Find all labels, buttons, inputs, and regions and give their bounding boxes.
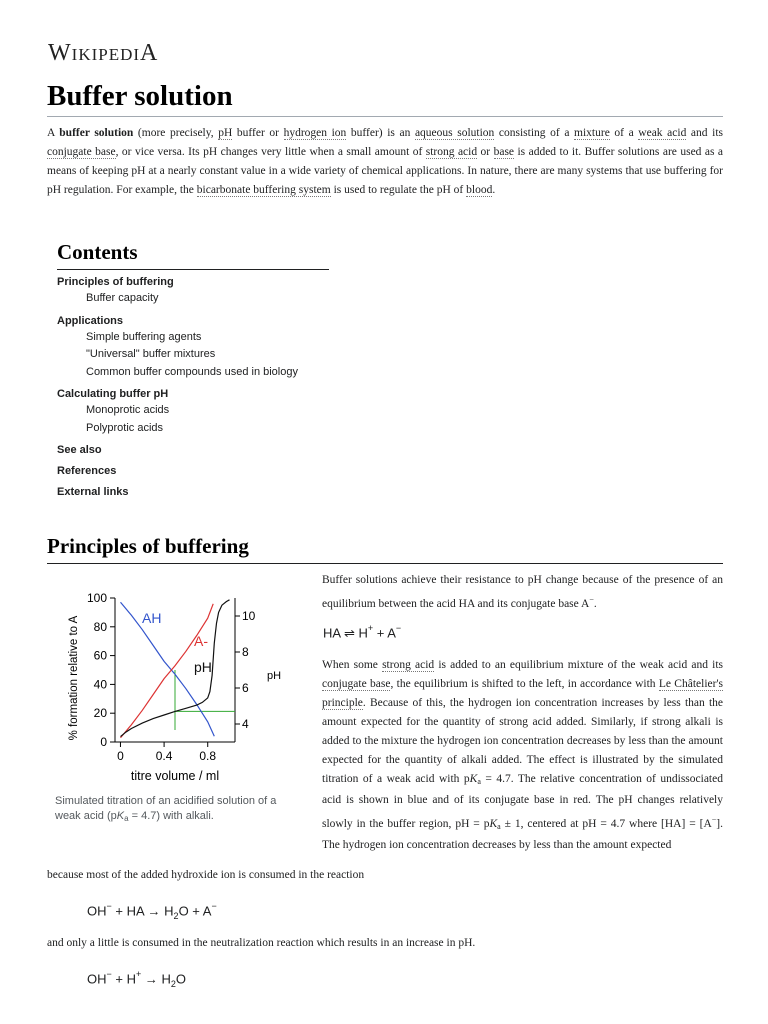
wikipedia-logo[interactable]: WIKIPEDIA xyxy=(48,40,159,66)
toc-item-buffer-capacity[interactable]: Buffer capacity xyxy=(86,292,159,304)
y-tick-label: 20 xyxy=(93,706,107,721)
page-title: Buffer solution xyxy=(47,80,233,112)
annotation-ah: AH xyxy=(142,610,162,626)
section-heading-principles: Principles of buffering xyxy=(47,534,249,558)
y2-tick-label: 4 xyxy=(242,717,249,731)
toc-item-principles-of-buffering[interactable]: Principles of buffering xyxy=(57,276,174,288)
title-divider xyxy=(47,116,723,117)
y-axis-label: % formation relative to A xyxy=(68,615,80,741)
toc-item-common-buffer-compounds[interactable]: Common buffer compounds used in biology xyxy=(86,366,298,378)
neutralization-equation: $OH^- + H^+ \to H_2O$ xyxy=(87,969,187,989)
link-ph[interactable]: pH xyxy=(218,127,233,139)
y-tick-label: 100 xyxy=(86,591,107,605)
x-axis-label: titre volume / ml xyxy=(130,769,220,783)
link-aqueous-solution[interactable]: aqueous solution xyxy=(414,127,495,139)
annotation-a-minus: A- xyxy=(194,633,208,649)
link-hydrogen-ion[interactable]: hydrogen ion xyxy=(283,127,347,139)
y2-axis-label: pH xyxy=(267,670,282,682)
link-blood[interactable]: blood xyxy=(466,184,493,196)
annotation-ph: pH xyxy=(194,659,212,675)
y2-tick-label: 8 xyxy=(242,645,249,659)
y2-tick-label: 10 xyxy=(242,609,256,623)
toc-item-references[interactable]: References xyxy=(57,465,117,477)
y-tick-label: 60 xyxy=(93,648,107,663)
titration-chart xyxy=(60,588,300,788)
x-tick-label: 0.8 xyxy=(199,749,217,763)
link-le-chatelier[interactable]: Le Châtelier's principle xyxy=(322,678,724,709)
figure-caption: Simulated titration of an acidified solution of a weak acid $(pK_a = 4.7)$ with alkali. xyxy=(55,795,277,823)
y2-tick-label: 6 xyxy=(242,681,249,695)
buffering-paragraph-2: When some strong acid is added to an equilibrium mixture of the weak acid and its conjugate base, the equilibrium is shifted to the left, in accordance with Le Châtelier's principle. Because of this, the hydrogen ion concentration increases by less than the amount expected for the quantity of strong acid added. Similarly, if strong alkali is added to the mixture the hydrogen ion concentration decreases by less than the amount expected for the quantity of alkali added. The effect is illustrated by the simulated titration of a weak acid with $pK_a = 4.7$. The relative concentration of undissociated acid is shown in blue and of its conjugate base in red. The pH changes relatively slowly in the buffer region, pH = $pK_a \pm 1$, centered at pH = 4.7 where [HA] = [A−]. The hydrogen ion concentration decreases by less than the amount expected xyxy=(322,659,724,851)
link-weak-acid[interactable]: weak acid xyxy=(638,127,687,139)
link-strong-acid-2[interactable]: strong acid xyxy=(382,659,435,671)
toc-item-applications[interactable]: Applications xyxy=(57,315,124,327)
x-tick-label: 0.4 xyxy=(155,749,173,763)
toc-item-external-links[interactable]: External links xyxy=(57,486,129,498)
toc-divider xyxy=(57,269,329,270)
link-conjugate-base[interactable]: conjugate base xyxy=(47,146,116,158)
equilibrium-equation: HA ⇌ H+ + A− xyxy=(323,623,402,641)
link-mixture[interactable]: mixture xyxy=(574,127,610,139)
y-tick-label: 80 xyxy=(93,619,107,634)
toc-item-universal-buffer-mixtures[interactable]: "Universal" buffer mixtures xyxy=(86,348,216,360)
buffering-paragraph-3: because most of the added hydroxide ion is consumed in the reaction xyxy=(47,869,365,881)
intro-paragraph: A buffer solution (more precisely, pH buffer or hydrogen ion buffer) is an aqueous solution consisting of a mixture of a weak acid and its conjugate base, or vice versa. Its pH changes very little when a small amount of strong acid or base is added to it. Buffer solutions are used as a means of keeping pH at a nearly constant value in a wide variety of chemical applications. In nature, there are many systems that use buffering for pH regulation. For example, the bicarbonate buffering system is used to regulate the pH of blood. xyxy=(47,127,724,196)
link-strong-acid[interactable]: strong acid xyxy=(425,146,478,158)
section-divider xyxy=(47,563,723,564)
buffering-paragraph-4: and only a little is consumed in the neutralization reaction which results in an increase in pH. xyxy=(47,937,476,949)
toc-item-simple-buffering-agents[interactable]: Simple buffering agents xyxy=(86,331,202,343)
toc-title: Contents xyxy=(57,240,138,264)
hydroxide-reaction-equation: OH− + HA → $H_2O + A^-$ xyxy=(87,901,217,921)
y-tick-label: 0 xyxy=(100,735,107,749)
link-bicarbonate-buffering-system[interactable]: bicarbonate buffering system xyxy=(196,184,331,196)
toc-item-monoprotic-acids[interactable]: Monoprotic acids xyxy=(86,404,170,416)
link-conjugate-base-2[interactable]: conjugate base xyxy=(322,678,391,690)
x-tick-label: 0 xyxy=(117,749,124,763)
toc-item-see-also[interactable]: See also xyxy=(57,444,102,456)
toc-item-polyprotic-acids[interactable]: Polyprotic acids xyxy=(86,422,164,434)
bold-term: buffer solution xyxy=(59,127,134,139)
link-base[interactable]: base xyxy=(493,146,515,158)
titration-figure xyxy=(60,588,300,793)
buffering-paragraph-1: Buffer solutions achieve their resistance to pH change because of the presence of an equilibrium between the acid HA and its conjugate base A−. xyxy=(322,574,723,610)
toc-item-calculating-buffer-ph[interactable]: Calculating buffer pH xyxy=(57,388,169,400)
y-tick-label: 40 xyxy=(93,677,107,692)
